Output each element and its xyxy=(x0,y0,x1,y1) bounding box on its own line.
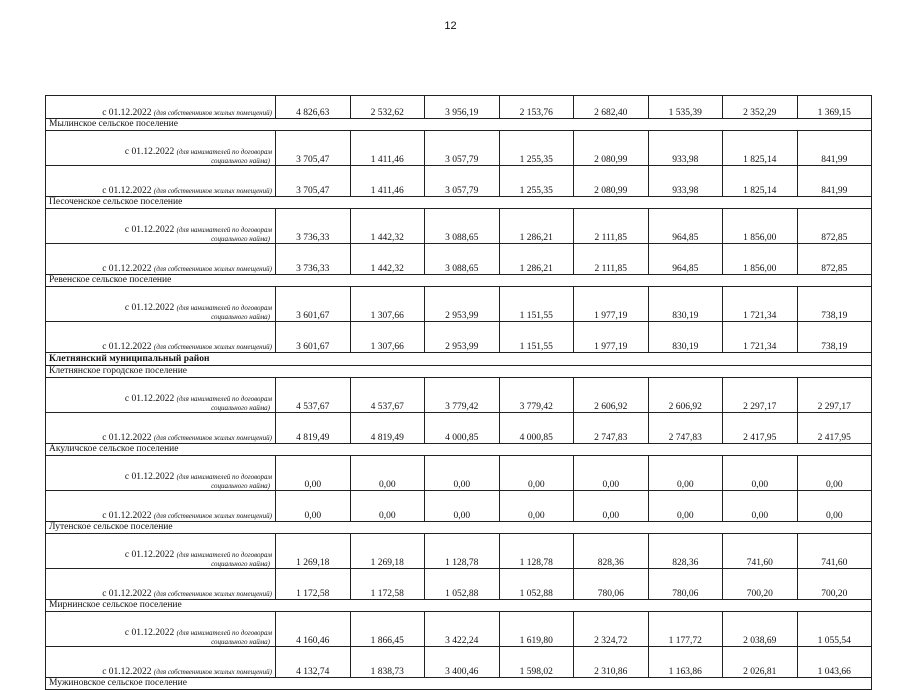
tariff-value-cell: 2 111,85 xyxy=(574,209,649,244)
category-note: (для нанимателей по договорам xyxy=(176,226,272,234)
row-label-tenants xyxy=(46,378,276,413)
tariff-value-cell: 1 151,55 xyxy=(499,287,574,322)
table-row xyxy=(46,647,872,678)
category-note: (для собственников жилых помещений) xyxy=(153,668,272,676)
tariff-value-cell: 738,19 xyxy=(797,322,872,353)
tariff-value-cell: 1 269,18 xyxy=(350,534,425,569)
settlement-heading: Акуличское сельское поселение xyxy=(46,444,872,456)
effective-date: с 01.12.2022 xyxy=(102,667,152,677)
category-note-line2: социального найма) xyxy=(211,638,270,646)
tariff-value-cell: 1 411,46 xyxy=(350,131,425,166)
row-label-tenants xyxy=(46,456,276,491)
category-note: (для нанимателей по договорам xyxy=(176,629,272,637)
tariff-value-cell: 1 619,80 xyxy=(499,612,574,647)
tariff-value-cell: 0,00 xyxy=(499,491,574,522)
row-label-owners xyxy=(46,413,276,444)
tariff-value-cell: 0,00 xyxy=(425,491,500,522)
tariff-value-cell: 0,00 xyxy=(350,491,425,522)
table-row xyxy=(46,491,872,522)
tariff-value-cell: 3 088,65 xyxy=(425,244,500,275)
tariff-value-cell: 1 286,21 xyxy=(499,209,574,244)
table-row xyxy=(46,96,872,119)
category-note: (для нанимателей по договорам xyxy=(176,551,272,559)
category-note-line2: социального найма) xyxy=(211,157,270,165)
effective-date: с 01.12.2022 xyxy=(124,628,175,638)
tariff-value-cell: 0,00 xyxy=(574,491,649,522)
category-note: (для собственников жилых помещений) xyxy=(153,512,272,520)
tariff-value-cell: 4 000,85 xyxy=(425,413,500,444)
tariff-value-cell: 2 532,62 xyxy=(350,96,425,119)
effective-date: с 01.12.2022 xyxy=(102,186,152,196)
category-note: (для собственников жилых помещений) xyxy=(153,434,272,442)
row-label-owners xyxy=(46,647,276,678)
tariff-value-cell: 1 825,14 xyxy=(723,131,798,166)
category-note-line2: социального найма) xyxy=(211,235,270,243)
tariff-value-cell: 2 310,86 xyxy=(574,647,649,678)
tariff-value-cell: 828,36 xyxy=(648,534,723,569)
tariff-value-cell: 1 128,78 xyxy=(499,534,574,569)
tariff-value-cell: 700,20 xyxy=(797,569,872,600)
category-note-line2: социального найма) xyxy=(211,404,270,412)
tariff-value-cell: 1 721,34 xyxy=(723,322,798,353)
effective-date: с 01.12.2022 xyxy=(124,147,175,157)
tariff-value-cell: 4 819,49 xyxy=(276,413,351,444)
tariff-value-cell: 3 736,33 xyxy=(276,244,351,275)
tariff-value-cell: 1 043,66 xyxy=(797,647,872,678)
tariff-value-cell: 2 682,40 xyxy=(574,96,649,119)
tariff-value-cell: 3 705,47 xyxy=(276,131,351,166)
tariff-value-cell: 2 038,69 xyxy=(723,612,798,647)
tariff-value-cell: 1 286,21 xyxy=(499,244,574,275)
tariff-value-cell: 830,19 xyxy=(648,322,723,353)
tariff-value-cell: 3 779,42 xyxy=(499,378,574,413)
table-row xyxy=(46,322,872,353)
tariff-value-cell: 2 297,17 xyxy=(723,378,798,413)
tariff-value-cell: 4 826,63 xyxy=(276,96,351,119)
tariff-value-cell: 2 606,92 xyxy=(648,378,723,413)
tariff-value-cell: 2 417,95 xyxy=(797,413,872,444)
tariff-value-cell: 0,00 xyxy=(723,456,798,491)
tariff-value-cell: 0,00 xyxy=(797,491,872,522)
tariff-value-cell: 2 324,72 xyxy=(574,612,649,647)
tariff-value-cell: 2 747,83 xyxy=(648,413,723,444)
tariff-value-cell: 0,00 xyxy=(350,456,425,491)
tariff-value-cell: 1 269,18 xyxy=(276,534,351,569)
effective-date: с 01.12.2022 xyxy=(124,303,175,313)
table-row xyxy=(46,612,872,647)
tariff-value-cell: 1 052,88 xyxy=(499,569,574,600)
tariff-value-cell: 1 055,54 xyxy=(797,612,872,647)
row-label-tenants xyxy=(46,287,276,322)
effective-date: с 01.12.2022 xyxy=(124,550,175,560)
tariff-value-cell: 1 128,78 xyxy=(425,534,500,569)
table-row xyxy=(46,366,872,378)
table-row xyxy=(46,678,872,690)
row-label-top-line xyxy=(49,147,272,157)
tariff-value-cell: 1 838,73 xyxy=(350,647,425,678)
tariff-value-cell: 2 606,92 xyxy=(574,378,649,413)
settlement-heading: Мужиновское сельское поселение xyxy=(46,678,872,690)
tariff-value-cell: 3 057,79 xyxy=(425,166,500,197)
table-row xyxy=(46,209,872,244)
row-label-top-line xyxy=(49,225,272,235)
tariff-value-cell: 741,60 xyxy=(797,534,872,569)
effective-date: с 01.12.2022 xyxy=(124,225,175,235)
tariff-value-cell: 828,36 xyxy=(574,534,649,569)
category-note: (для нанимателей по договорам xyxy=(176,395,272,403)
table-row xyxy=(46,569,872,600)
tariff-value-cell: 4 537,67 xyxy=(276,378,351,413)
tariff-value-cell: 0,00 xyxy=(499,456,574,491)
row-label-tenants xyxy=(46,131,276,166)
table-row xyxy=(46,131,872,166)
tariff-value-cell: 2 747,83 xyxy=(574,413,649,444)
tariff-value-cell: 1 721,34 xyxy=(723,287,798,322)
tariff-value-cell: 2 953,99 xyxy=(425,322,500,353)
tariff-value-cell: 1 052,88 xyxy=(425,569,500,600)
tariff-value-cell: 1 442,32 xyxy=(350,244,425,275)
row-label-top-line xyxy=(49,394,272,404)
row-label-top-line xyxy=(49,433,272,443)
effective-date: с 01.12.2022 xyxy=(102,108,152,118)
category-note-line2: социального найма) xyxy=(211,313,270,321)
tariff-value-cell: 841,99 xyxy=(797,131,872,166)
category-note: (для собственников жилых помещений) xyxy=(153,109,272,117)
row-label-owners xyxy=(46,491,276,522)
category-note: (для собственников жилых помещений) xyxy=(153,343,272,351)
tariff-value-cell: 3 088,65 xyxy=(425,209,500,244)
table-row xyxy=(46,287,872,322)
tariff-value-cell: 1 535,39 xyxy=(648,96,723,119)
table-row xyxy=(46,600,872,612)
tariff-value-cell: 741,60 xyxy=(723,534,798,569)
tariff-value-cell: 964,85 xyxy=(648,209,723,244)
category-note: (для собственников жилых помещений) xyxy=(153,590,272,598)
table-row xyxy=(46,244,872,275)
row-label-owners xyxy=(46,569,276,600)
tariff-value-cell: 1 856,00 xyxy=(723,244,798,275)
category-note-line2: социального найма) xyxy=(211,482,270,490)
tariff-value-cell: 2 080,99 xyxy=(574,131,649,166)
tariff-value-cell: 1 172,58 xyxy=(350,569,425,600)
row-label-top-line xyxy=(49,511,272,521)
effective-date: с 01.12.2022 xyxy=(102,511,152,521)
tariff-value-cell: 1 856,00 xyxy=(723,209,798,244)
tariff-value-cell: 2 417,95 xyxy=(723,413,798,444)
tariff-value-cell: 3 705,47 xyxy=(276,166,351,197)
tariff-value-cell: 0,00 xyxy=(276,491,351,522)
tariff-value-cell: 3 779,42 xyxy=(425,378,500,413)
table-row xyxy=(46,444,872,456)
tariff-value-cell: 4 000,85 xyxy=(499,413,574,444)
table-row xyxy=(46,534,872,569)
tariff-value-cell: 2 953,99 xyxy=(425,287,500,322)
table-row xyxy=(46,456,872,491)
table-row xyxy=(46,166,872,197)
tariff-value-cell: 1 825,14 xyxy=(723,166,798,197)
settlement-heading: Лутенское сельское поселение xyxy=(46,522,872,534)
table-row xyxy=(46,197,872,209)
row-label-top-line xyxy=(49,186,272,196)
table-row xyxy=(46,119,872,131)
row-label-top-line xyxy=(49,472,272,482)
effective-date: с 01.12.2022 xyxy=(102,589,152,599)
tariff-table xyxy=(45,95,872,690)
row-label-owners xyxy=(46,166,276,197)
row-label-top-line xyxy=(49,108,272,118)
row-label-owners xyxy=(46,244,276,275)
effective-date: с 01.12.2022 xyxy=(102,264,152,274)
row-label-top-line xyxy=(49,342,272,352)
table-row xyxy=(46,353,872,366)
tariff-value-cell: 4 160,46 xyxy=(276,612,351,647)
effective-date: с 01.12.2022 xyxy=(102,342,152,352)
tariff-value-cell: 3 422,24 xyxy=(425,612,500,647)
tariff-value-cell: 0,00 xyxy=(276,456,351,491)
tariff-value-cell: 2 026,81 xyxy=(723,647,798,678)
table-row xyxy=(46,378,872,413)
tariff-value-cell: 2 153,76 xyxy=(499,96,574,119)
settlement-heading: Ревенское сельское поселение xyxy=(46,275,872,287)
settlement-heading: Мылинское сельское поселение xyxy=(46,119,872,131)
tariff-value-cell: 3 736,33 xyxy=(276,209,351,244)
tariff-value-cell: 3 400,46 xyxy=(425,647,500,678)
row-label-tenants xyxy=(46,209,276,244)
category-note: (для нанимателей по договорам xyxy=(176,473,272,481)
table-body xyxy=(46,96,872,690)
tariff-value-cell: 780,06 xyxy=(648,569,723,600)
effective-date: с 01.12.2022 xyxy=(102,433,152,443)
tariff-value-cell: 1 163,86 xyxy=(648,647,723,678)
tariff-value-cell: 2 352,29 xyxy=(723,96,798,119)
tariff-value-cell: 2 080,99 xyxy=(574,166,649,197)
row-label-top-line xyxy=(49,628,272,638)
district-heading: Клетнянский муниципальный район xyxy=(46,353,872,366)
page-number: 12 xyxy=(444,20,457,32)
tariff-value-cell: 964,85 xyxy=(648,244,723,275)
tariff-value-cell: 4 537,67 xyxy=(350,378,425,413)
tariff-value-cell: 1 151,55 xyxy=(499,322,574,353)
tariff-value-cell: 3 601,67 xyxy=(276,322,351,353)
category-note: (для нанимателей по договорам xyxy=(176,304,272,312)
tariff-value-cell: 1 255,35 xyxy=(499,131,574,166)
tariff-value-cell: 1 598,02 xyxy=(499,647,574,678)
row-label-top-line xyxy=(49,667,272,677)
effective-date: с 01.12.2022 xyxy=(124,472,175,482)
row-label-top-line xyxy=(49,550,272,560)
tariff-value-cell: 1 307,66 xyxy=(350,287,425,322)
tariff-value-cell: 0,00 xyxy=(648,456,723,491)
tariff-value-cell: 738,19 xyxy=(797,287,872,322)
tariff-value-cell: 841,99 xyxy=(797,166,872,197)
tariff-value-cell: 4 132,74 xyxy=(276,647,351,678)
tariff-value-cell: 0,00 xyxy=(425,456,500,491)
tariff-value-cell: 2 111,85 xyxy=(574,244,649,275)
tariff-value-cell: 0,00 xyxy=(648,491,723,522)
tariff-value-cell: 1 866,45 xyxy=(350,612,425,647)
tariff-value-cell: 0,00 xyxy=(723,491,798,522)
table-row xyxy=(46,275,872,287)
tariff-value-cell: 1 369,15 xyxy=(797,96,872,119)
row-label-top-line xyxy=(49,589,272,599)
category-note-line2: социального найма) xyxy=(211,560,270,568)
tariff-value-cell: 872,85 xyxy=(797,244,872,275)
tariff-value-cell: 933,98 xyxy=(648,166,723,197)
row-label-top-line xyxy=(49,303,272,313)
tariff-value-cell: 1 977,19 xyxy=(574,287,649,322)
effective-date: с 01.12.2022 xyxy=(124,394,175,404)
tariff-value-cell: 1 177,72 xyxy=(648,612,723,647)
settlement-heading: Мирнинское сельское поселение xyxy=(46,600,872,612)
tariff-value-cell: 933,98 xyxy=(648,131,723,166)
tariff-value-cell: 3 057,79 xyxy=(425,131,500,166)
table-row xyxy=(46,413,872,444)
tariff-value-cell: 3 601,67 xyxy=(276,287,351,322)
tariff-value-cell: 1 255,35 xyxy=(499,166,574,197)
category-note: (для собственников жилых помещений) xyxy=(153,187,272,195)
table-row xyxy=(46,522,872,534)
tariff-value-cell: 872,85 xyxy=(797,209,872,244)
tariff-value-cell: 780,06 xyxy=(574,569,649,600)
tariff-value-cell: 1 411,46 xyxy=(350,166,425,197)
row-label-owners xyxy=(46,322,276,353)
tariff-value-cell: 3 956,19 xyxy=(425,96,500,119)
settlement-heading: Клетнянское городское поселение xyxy=(46,366,872,378)
tariff-value-cell: 2 297,17 xyxy=(797,378,872,413)
category-note: (для нанимателей по договорам xyxy=(176,148,272,156)
tariff-value-cell: 0,00 xyxy=(574,456,649,491)
category-note: (для собственников жилых помещений) xyxy=(153,265,272,273)
tariff-value-cell: 1 172,58 xyxy=(276,569,351,600)
tariff-value-cell: 700,20 xyxy=(723,569,798,600)
tariff-value-cell: 1 442,32 xyxy=(350,209,425,244)
row-label-tenants xyxy=(46,534,276,569)
tariff-value-cell: 1 307,66 xyxy=(350,322,425,353)
settlement-heading: Песоченское сельское поселение xyxy=(46,197,872,209)
tariff-value-cell: 1 977,19 xyxy=(574,322,649,353)
row-label-owners xyxy=(46,96,276,119)
tariff-value-cell: 4 819,49 xyxy=(350,413,425,444)
tariff-value-cell: 830,19 xyxy=(648,287,723,322)
tariff-value-cell: 0,00 xyxy=(797,456,872,491)
row-label-tenants xyxy=(46,612,276,647)
row-label-top-line xyxy=(49,264,272,274)
